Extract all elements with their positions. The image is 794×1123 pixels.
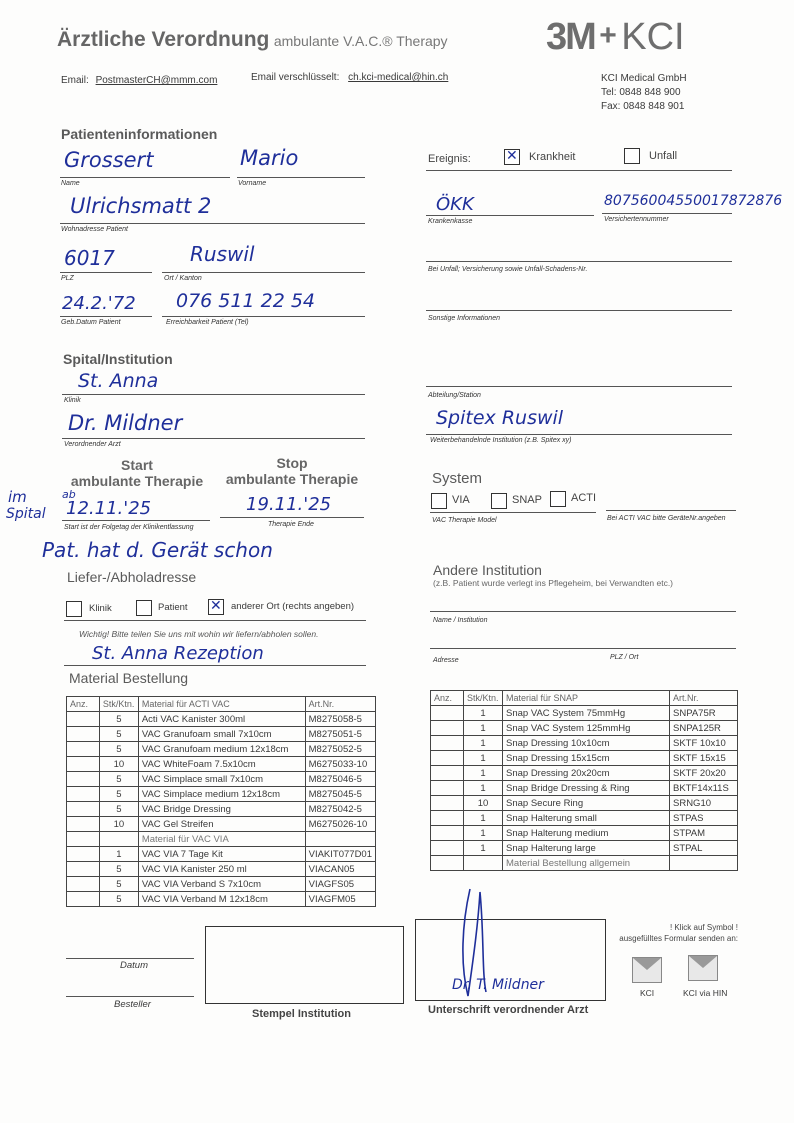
klinik-value[interactable]: St. Anna bbox=[78, 370, 159, 392]
logo-kci: KCI bbox=[621, 16, 685, 58]
anz-cell[interactable] bbox=[67, 787, 100, 802]
table-row bbox=[67, 847, 376, 862]
anz-cell[interactable] bbox=[431, 766, 464, 781]
col-artnr: Art.Nr. bbox=[670, 691, 738, 706]
krankheit-checkbox[interactable] bbox=[504, 149, 520, 165]
material-cell: Snap Secure Ring bbox=[503, 796, 670, 811]
anz-cell[interactable] bbox=[67, 847, 100, 862]
andere-adresse-label: Adresse bbox=[433, 657, 459, 664]
stop-title-1: Stop bbox=[276, 455, 308, 471]
margin-note-ab: ab bbox=[62, 488, 76, 501]
col-anz: Anz. bbox=[431, 691, 464, 706]
artnr-cell: VIAKIT077D01 bbox=[305, 847, 375, 862]
company-logo bbox=[546, 16, 685, 59]
ereignis-label: Ereignis: bbox=[428, 153, 471, 165]
material-cell: Snap Bridge Dressing & Ring bbox=[503, 781, 670, 796]
stempel-label: Stempel Institution bbox=[252, 1008, 351, 1020]
stop-therapy-title bbox=[220, 455, 364, 487]
patient-dob-label: Geb.Datum Patient bbox=[61, 319, 121, 326]
kci-hin-email-label: KCI via HIN bbox=[683, 988, 728, 998]
patient-tel-label: Erreichbarkeit Patient (Tel) bbox=[166, 319, 249, 326]
stk-cell: 5 bbox=[99, 772, 138, 787]
unterschrift-label: Unterschrift verordnender Arzt bbox=[428, 1004, 589, 1016]
sonstige-info-label: Sonstige Informationen bbox=[428, 315, 500, 322]
system-heading: System bbox=[432, 470, 483, 487]
stk-cell: 5 bbox=[99, 787, 138, 802]
table-row bbox=[67, 877, 376, 892]
material-cell: VAC Bridge Dressing bbox=[138, 802, 305, 817]
unfall-info-label: Bei Unfall; Versicherung sowie Unfall-Schadens-Nr. bbox=[428, 266, 588, 273]
artnr-cell: SNPA75R bbox=[670, 706, 738, 721]
artnr-cell: VIAGFS05 bbox=[305, 877, 375, 892]
patient-name-value[interactable]: Grossert bbox=[64, 148, 154, 172]
stk-cell: 1 bbox=[464, 736, 503, 751]
stop-title-2: ambulante Therapie bbox=[225, 471, 359, 487]
table-row bbox=[67, 862, 376, 877]
krankenkasse-value[interactable]: ÖKK bbox=[436, 194, 474, 215]
artnr-cell: M8275046-5 bbox=[305, 772, 375, 787]
table-row bbox=[431, 721, 738, 736]
email-encrypted-link[interactable]: ch.kci-medical@hin.ch bbox=[348, 72, 449, 83]
material-cell: Snap Dressing 20x20cm bbox=[503, 766, 670, 781]
artnr-cell: STPAS bbox=[670, 811, 738, 826]
material-cell: Snap Halterung medium bbox=[503, 826, 670, 841]
material-cell: VAC Granufoam small 7x10cm bbox=[138, 727, 305, 742]
col-anz: Anz. bbox=[67, 697, 100, 712]
material-cell: Snap Dressing 10x10cm bbox=[503, 736, 670, 751]
krankheit-label: Krankheit bbox=[529, 151, 576, 163]
col-artnr: Art.Nr. bbox=[305, 697, 375, 712]
stk-cell: 10 bbox=[99, 817, 138, 832]
send-hint-2: ausgefülltes Formular senden an: bbox=[619, 934, 738, 943]
artnr-cell: SRNG10 bbox=[670, 796, 738, 811]
stk-cell: 1 bbox=[464, 706, 503, 721]
col-stk: Stk/Ktn. bbox=[464, 691, 503, 706]
stk-cell: 1 bbox=[464, 826, 503, 841]
artnr-cell bbox=[670, 856, 738, 871]
email-encrypted-label: Email verschlüsselt: bbox=[251, 72, 340, 83]
stk-cell: 1 bbox=[464, 751, 503, 766]
artnr-cell: SKTF 15x15 bbox=[670, 751, 738, 766]
stk-cell bbox=[99, 832, 138, 847]
material-cell: VAC Gel Streifen bbox=[138, 817, 305, 832]
delivery-patient-label: Patient bbox=[158, 602, 188, 613]
material-cell: VAC VIA Kanister 250 ml bbox=[138, 862, 305, 877]
arzt-label: Verordnender Arzt bbox=[64, 441, 121, 448]
table-row bbox=[67, 817, 376, 832]
arzt-value[interactable]: Dr. Mildner bbox=[68, 411, 183, 435]
col-material: Material für SNAP bbox=[503, 691, 670, 706]
table-row bbox=[67, 712, 376, 727]
table-row bbox=[431, 826, 738, 841]
material-cell: VAC Simplace medium 12x18cm bbox=[138, 787, 305, 802]
stk-cell: 5 bbox=[99, 742, 138, 757]
material-cell: VAC Granufoam medium 12x18cm bbox=[138, 742, 305, 757]
patient-heading: Patienteninformationen bbox=[61, 126, 218, 142]
patient-dob-value[interactable]: 24.2.'72 bbox=[62, 293, 136, 314]
company-contact bbox=[601, 72, 687, 114]
delivery-anderer-label: anderer Ort (rechts angeben) bbox=[231, 601, 355, 612]
patient-tel-value[interactable]: 076 511 22 54 bbox=[176, 290, 316, 312]
table-row bbox=[431, 781, 738, 796]
patient-address-label: Wohnadresse Patient bbox=[61, 226, 128, 233]
via-checkbox[interactable] bbox=[431, 493, 447, 509]
material-cell: VAC WhiteFoam 7.5x10cm bbox=[138, 757, 305, 772]
company-tel: Tel: 0848 848 900 bbox=[601, 87, 681, 98]
col-material: Material für ACTI VAC bbox=[138, 697, 305, 712]
table-row bbox=[431, 706, 738, 721]
patient-vorname-value[interactable]: Mario bbox=[240, 146, 299, 170]
start-therapy-title bbox=[63, 457, 211, 489]
stk-cell: 5 bbox=[99, 877, 138, 892]
delivery-klinik-checkbox[interactable] bbox=[66, 601, 82, 617]
email-row bbox=[61, 75, 217, 86]
anz-cell[interactable] bbox=[431, 781, 464, 796]
stk-cell: 5 bbox=[99, 712, 138, 727]
versichertennummer-value[interactable]: 80756004550017872876 bbox=[604, 193, 783, 209]
stop-date-value[interactable]: 19.11.'25 bbox=[246, 494, 332, 515]
krankenkasse-label: Krankenkasse bbox=[428, 218, 473, 225]
margin-note-im: im bbox=[8, 488, 27, 506]
material-cell: Snap VAC System 75mmHg bbox=[503, 706, 670, 721]
margin-note-spital: Spital bbox=[6, 506, 46, 522]
material-cell: Acti VAC Kanister 300ml bbox=[138, 712, 305, 727]
andere-name-label: Name / Institution bbox=[433, 617, 488, 624]
kci-email-label: KCI bbox=[640, 988, 655, 998]
anz-cell[interactable] bbox=[431, 751, 464, 766]
acti-material-table bbox=[66, 696, 376, 907]
anz-cell[interactable] bbox=[431, 811, 464, 826]
weiterbehandelnde-label: Weiterbehandelnde Institution (z.B. Spitex xy) bbox=[430, 437, 572, 444]
table-row bbox=[67, 757, 376, 772]
delivery-hint-wichtig: Wichtig! bbox=[79, 629, 110, 639]
stop-date-label: Therapie Ende bbox=[268, 521, 314, 528]
table-row bbox=[431, 796, 738, 811]
unfall-label: Unfall bbox=[649, 150, 678, 162]
delivery-address-value[interactable]: St. Anna Rezeption bbox=[92, 643, 264, 664]
table-row bbox=[431, 751, 738, 766]
table-header-row bbox=[67, 697, 376, 712]
signature-value: Dr. T. Mildner bbox=[452, 977, 544, 993]
stk-cell: 1 bbox=[464, 781, 503, 796]
table-row bbox=[67, 892, 376, 907]
material-cell: VAC Simplace small 7x10cm bbox=[138, 772, 305, 787]
anz-cell[interactable] bbox=[431, 856, 464, 871]
email-link[interactable]: PostmasterCH@mmm.com bbox=[95, 75, 218, 86]
table-row bbox=[67, 742, 376, 757]
anz-cell[interactable] bbox=[431, 826, 464, 841]
snap-material-table bbox=[430, 690, 738, 871]
therapy-note: Pat. hat d. Gerät schon bbox=[42, 538, 273, 562]
send-hint bbox=[610, 922, 738, 944]
stk-cell: 5 bbox=[99, 862, 138, 877]
stk-cell: 10 bbox=[464, 796, 503, 811]
artnr-cell: SKTF 20x20 bbox=[670, 766, 738, 781]
form-title-main: Ärztliche Verordnung bbox=[57, 28, 270, 51]
start-title-2: ambulante Therapie bbox=[70, 473, 204, 489]
start-date-value[interactable]: 12.11.'25 bbox=[66, 498, 152, 519]
material-cell: Snap Halterung large bbox=[503, 841, 670, 856]
form-title bbox=[57, 28, 448, 52]
stk-cell: 1 bbox=[464, 841, 503, 856]
stk-cell: 1 bbox=[99, 847, 138, 862]
andere-heading: Andere Institution bbox=[433, 562, 542, 578]
artnr-cell: M8275045-5 bbox=[305, 787, 375, 802]
andere-plz-label: PLZ / Ort bbox=[610, 654, 639, 661]
artnr-cell: VIACAN05 bbox=[305, 862, 375, 877]
anz-cell[interactable] bbox=[67, 832, 100, 847]
send-hint-1: ! Klick auf Symbol ! bbox=[669, 923, 738, 932]
material-cell: Material für VAC VIA bbox=[138, 832, 305, 847]
anz-cell[interactable] bbox=[67, 727, 100, 742]
kci-hin-email-icon[interactable] bbox=[688, 955, 718, 981]
email-label: Email: bbox=[61, 75, 89, 86]
table-row bbox=[67, 772, 376, 787]
artnr-cell bbox=[305, 832, 375, 847]
logo-3m: 3M bbox=[546, 16, 595, 58]
patient-ort-value[interactable]: Ruswil bbox=[190, 242, 255, 266]
stk-cell: 1 bbox=[464, 811, 503, 826]
plus-icon: + bbox=[599, 19, 617, 52]
stk-cell: 5 bbox=[99, 892, 138, 907]
stk-cell bbox=[464, 856, 503, 871]
anz-cell[interactable] bbox=[431, 706, 464, 721]
artnr-cell: M8275051-5 bbox=[305, 727, 375, 742]
artnr-cell: VIAGFM05 bbox=[305, 892, 375, 907]
acti-checkbox[interactable] bbox=[550, 491, 566, 507]
anz-cell[interactable] bbox=[67, 862, 100, 877]
stk-cell: 10 bbox=[99, 757, 138, 772]
anz-cell[interactable] bbox=[67, 817, 100, 832]
patient-plz-value[interactable]: 6017 bbox=[64, 246, 115, 270]
table-row bbox=[431, 811, 738, 826]
material-cell: VAC VIA Verband M 12x18cm bbox=[138, 892, 305, 907]
andere-sub: (z.B. Patient wurde verlegt ins Pflegeheim, bei Verwandten etc.) bbox=[433, 578, 674, 588]
table-row bbox=[431, 736, 738, 751]
artnr-cell: M6275033-10 bbox=[305, 757, 375, 772]
anz-cell[interactable] bbox=[67, 757, 100, 772]
table-header-row bbox=[431, 691, 738, 706]
artnr-cell: M8275058-5 bbox=[305, 712, 375, 727]
artnr-cell: M6275026-10 bbox=[305, 817, 375, 832]
start-title-1: Start bbox=[121, 457, 153, 473]
table-row bbox=[431, 856, 738, 871]
delivery-hint bbox=[79, 629, 318, 639]
delivery-anderer-checkbox[interactable] bbox=[208, 599, 224, 615]
anz-cell[interactable] bbox=[431, 796, 464, 811]
table-row bbox=[67, 787, 376, 802]
artnr-cell: SKTF 10x10 bbox=[670, 736, 738, 751]
versichertennummer-label: Versichertennummer bbox=[604, 216, 669, 223]
form-title-sub: ambulante V.A.C.® Therapy bbox=[273, 33, 448, 49]
stk-cell: 1 bbox=[464, 721, 503, 736]
material-cell: VAC VIA 7 Tage Kit bbox=[138, 847, 305, 862]
table-row bbox=[67, 832, 376, 847]
patient-plz-label: PLZ bbox=[61, 275, 74, 282]
patient-vorname-label: Vorname bbox=[238, 180, 267, 187]
anz-cell[interactable] bbox=[67, 742, 100, 757]
stk-cell: 5 bbox=[99, 727, 138, 742]
acti-label: ACTI bbox=[571, 492, 597, 504]
material-cell: Snap VAC System 125mmHg bbox=[503, 721, 670, 736]
table-row bbox=[67, 727, 376, 742]
stk-cell: 1 bbox=[464, 766, 503, 781]
kci-email-icon[interactable] bbox=[632, 957, 662, 983]
klinik-label: Klinik bbox=[64, 397, 81, 404]
anz-cell[interactable] bbox=[67, 877, 100, 892]
via-label: VIA bbox=[452, 494, 470, 506]
anz-cell[interactable] bbox=[431, 841, 464, 856]
spital-heading: Spital/Institution bbox=[63, 351, 173, 367]
artnr-cell: SNPA125R bbox=[670, 721, 738, 736]
acti-geraet-label: Bei ACTI VAC bitte GeräteNr.angeben bbox=[607, 515, 726, 522]
stk-cell: 5 bbox=[99, 802, 138, 817]
material-cell: Snap Dressing 15x15cm bbox=[503, 751, 670, 766]
artnr-cell: M8275042-5 bbox=[305, 802, 375, 817]
delivery-klinik-label: Klinik bbox=[89, 603, 112, 614]
unfall-checkbox[interactable] bbox=[624, 148, 640, 164]
material-cell: VAC VIA Verband S 7x10cm bbox=[138, 877, 305, 892]
delivery-hint-text: Bitte teilen Sie uns mit wohin wir liefern/abholen sollen. bbox=[111, 629, 319, 639]
material-heading: Material Bestellung bbox=[69, 670, 189, 686]
system-model-label: VAC Therapie Model bbox=[432, 517, 497, 524]
delivery-heading: Liefer-/Abholadresse bbox=[67, 569, 197, 585]
company-name: KCI Medical GmbH bbox=[601, 73, 687, 84]
start-date-label: Start ist der Folgetag der Klinikentlassung bbox=[64, 524, 194, 531]
anz-cell[interactable] bbox=[67, 772, 100, 787]
anz-cell[interactable] bbox=[431, 721, 464, 736]
patient-ort-label: Ort / Kanton bbox=[164, 275, 202, 282]
anz-cell[interactable] bbox=[431, 736, 464, 751]
email-encrypted-row bbox=[251, 72, 448, 83]
datum-label: Datum bbox=[120, 960, 148, 971]
weiterbehandelnde-value[interactable]: Spitex Ruswil bbox=[436, 407, 564, 429]
snap-label: SNAP bbox=[512, 494, 542, 506]
patient-name-label: Name bbox=[61, 180, 80, 187]
artnr-cell: BKTF14x11S bbox=[670, 781, 738, 796]
besteller-label: Besteller bbox=[114, 999, 151, 1010]
anz-cell[interactable] bbox=[67, 802, 100, 817]
artnr-cell: STPAL bbox=[670, 841, 738, 856]
abteilung-label: Abteilung/Station bbox=[428, 392, 481, 399]
table-row bbox=[67, 802, 376, 817]
artnr-cell: STPAM bbox=[670, 826, 738, 841]
table-row bbox=[431, 841, 738, 856]
snap-checkbox[interactable] bbox=[491, 493, 507, 509]
anz-cell[interactable] bbox=[67, 712, 100, 727]
anz-cell[interactable] bbox=[67, 892, 100, 907]
artnr-cell: M8275052-5 bbox=[305, 742, 375, 757]
table-row bbox=[431, 766, 738, 781]
col-stk: Stk/Ktn. bbox=[99, 697, 138, 712]
material-cell: Material Bestellung allgemein bbox=[503, 856, 670, 871]
patient-address-value[interactable]: Ulrichsmatt 2 bbox=[70, 194, 212, 218]
material-cell: Snap Halterung small bbox=[503, 811, 670, 826]
stempel-box[interactable] bbox=[205, 926, 404, 1004]
delivery-patient-checkbox[interactable] bbox=[136, 600, 152, 616]
company-fax: Fax: 0848 848 901 bbox=[601, 101, 685, 112]
